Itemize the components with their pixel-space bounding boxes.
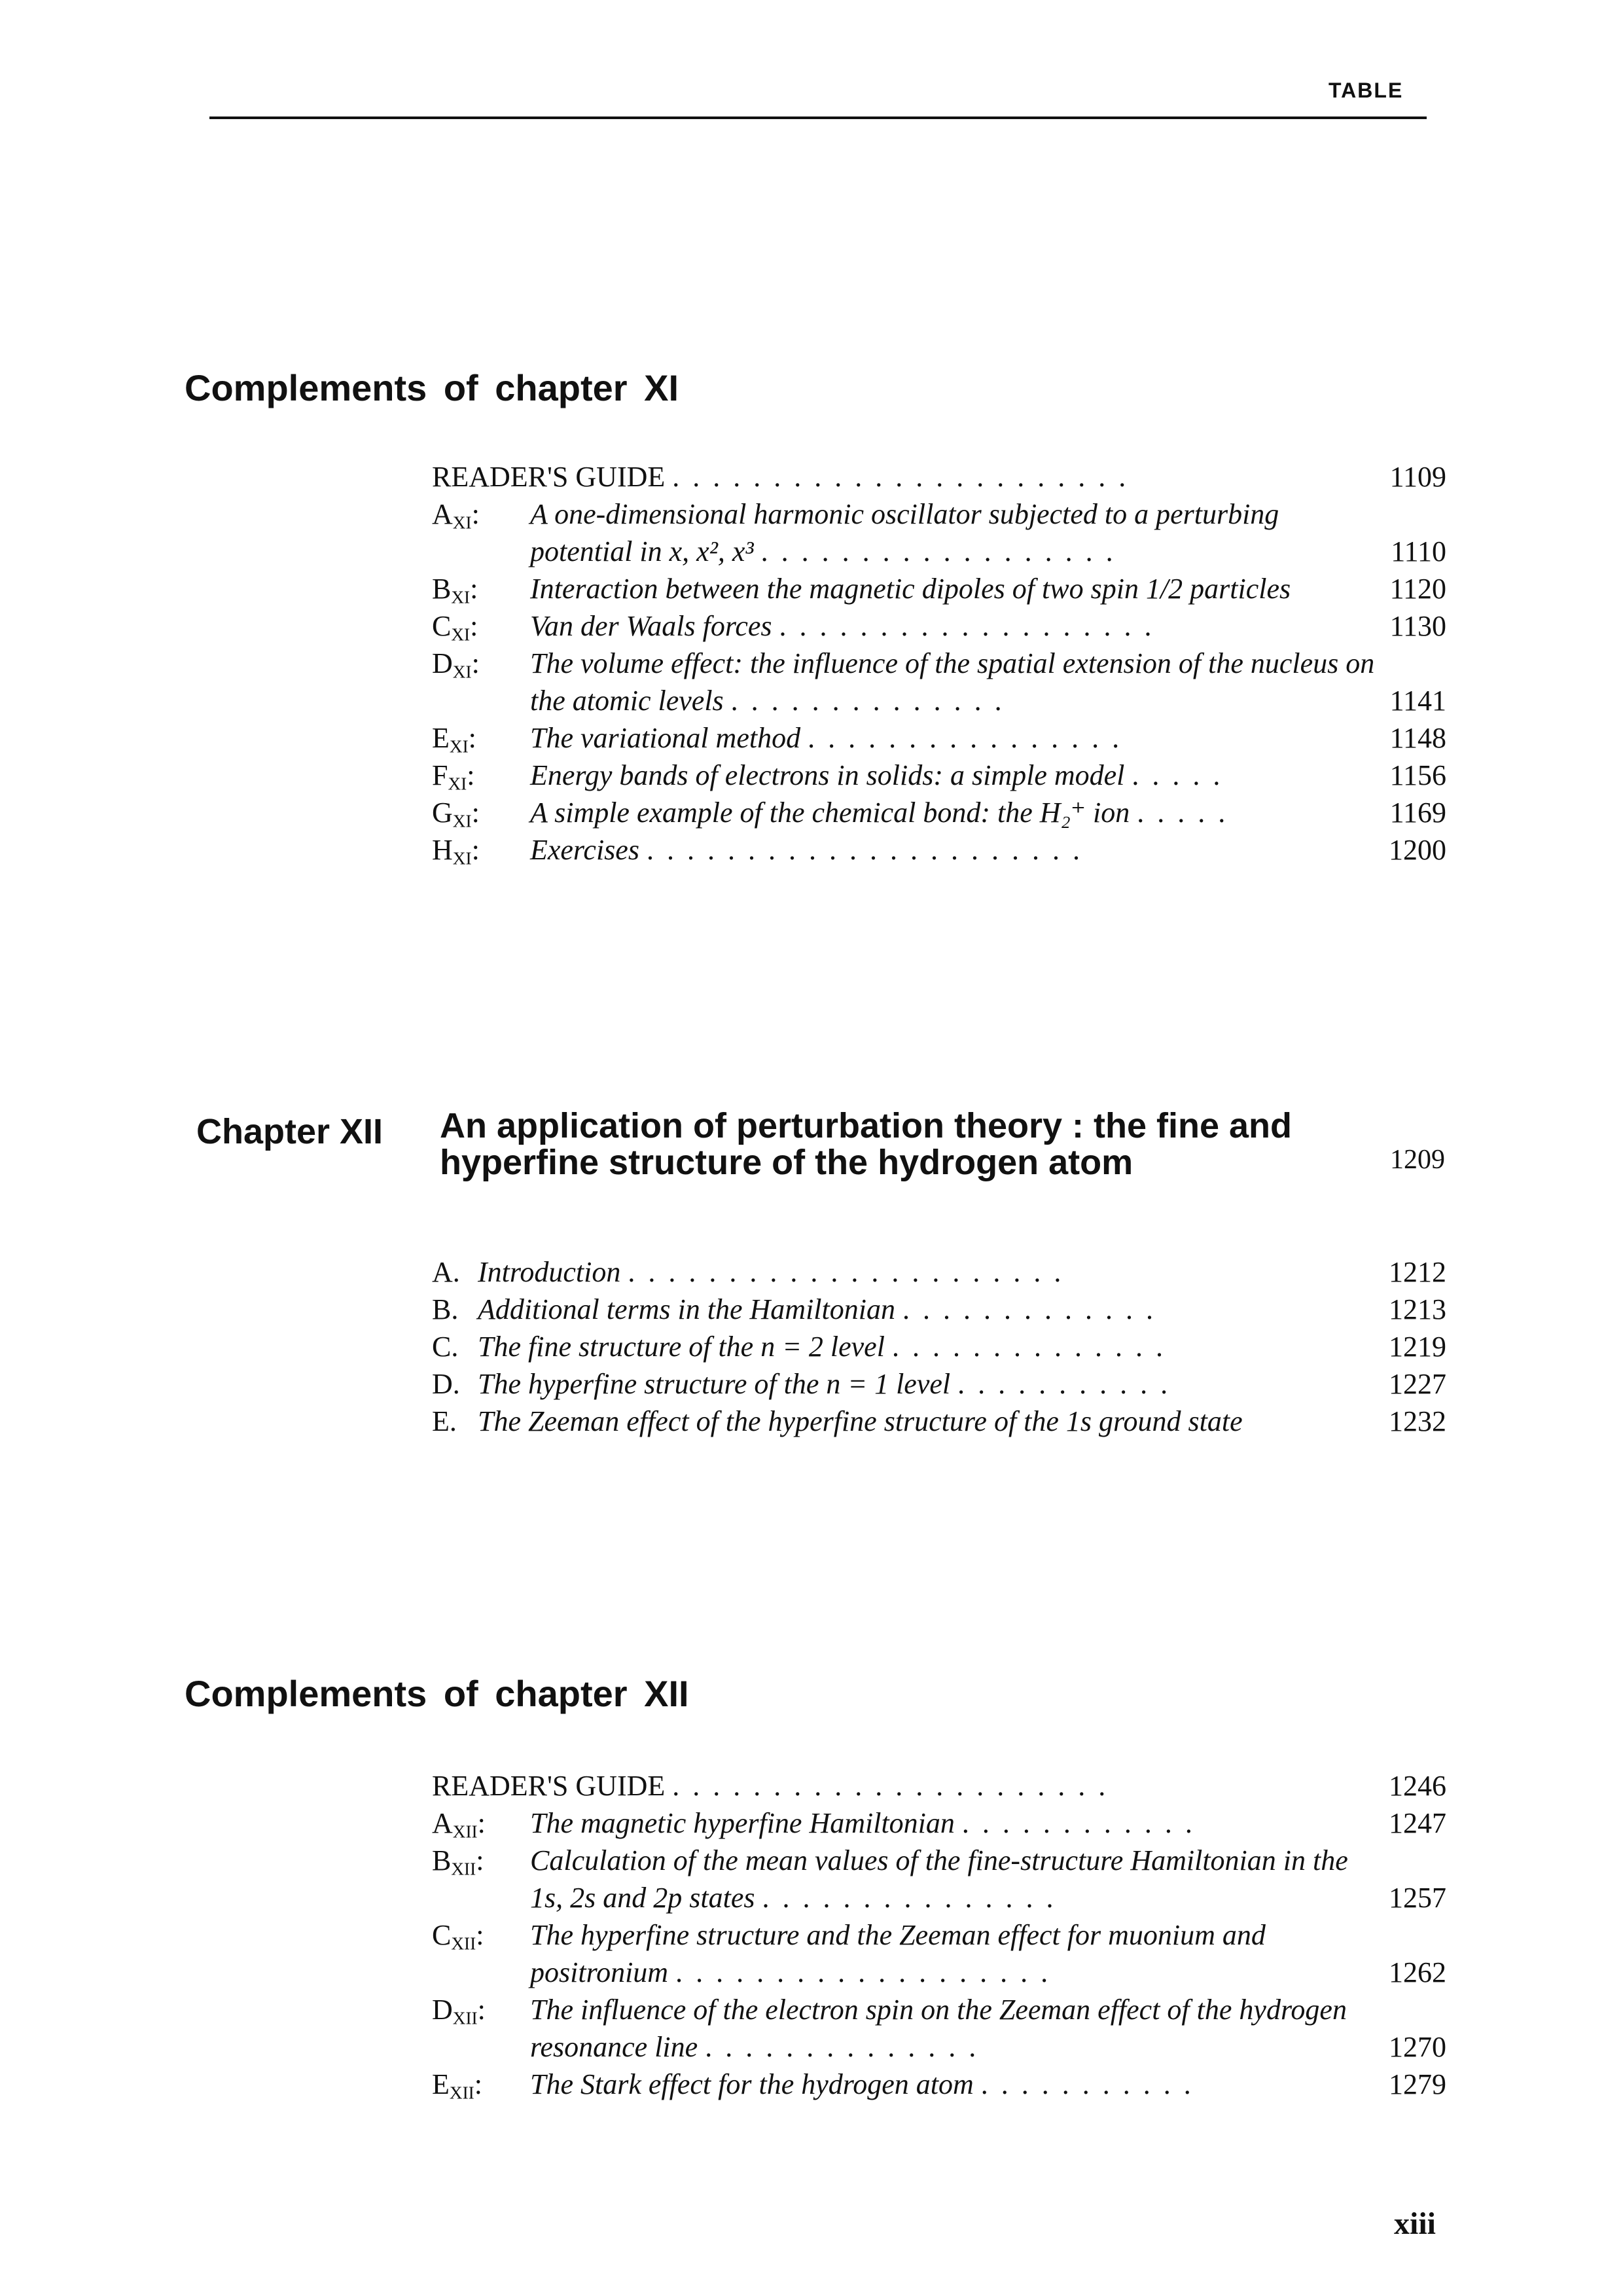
entry-label: A. [432, 1256, 460, 1288]
toc-entry[interactable]: $B_{XII}$: Calculation of the mean values of the fine-structure Hamiltonian in the 1s, 2s and 2p states ............... 1257 [432, 1842, 1446, 1916]
entry-title: The volume effect: the influence of the spatial extension of the nucleus on the atomic levels [530, 647, 1375, 717]
entry-label: $C_{XI}$: [432, 610, 478, 645]
entry-label: $C_{XII}$: [432, 1919, 484, 1954]
header-rule [209, 117, 1427, 119]
entry-title: Additional terms in the Hamiltonian [478, 1293, 895, 1325]
toc-entry[interactable]: $D_{XII}$: The influence of the electron spin on the Zeeman effect of the hydrogen resonance line .............. 1270 [432, 1991, 1446, 2066]
toc-entry[interactable]: $D_{XI}$: The volume effect: the influence of the spatial extension of the nucleus on the atomic levels .............. 1141 [432, 645, 1446, 719]
entry-page: 1110 [1391, 535, 1446, 567]
complements-xii-heading: Complements of chapter XII [185, 1673, 689, 1714]
chapter-title[interactable]: An application of perturbation theory : the fine and hyperfine structure of the hydrogen atom [440, 1106, 1293, 1182]
entry-title: The magnetic hyperfine Hamiltonian [530, 1807, 955, 1839]
entry-label: $A_{XI}$: [432, 498, 480, 533]
entry-label: $A_{XII}$: [432, 1807, 486, 1842]
entry-label: $E_{XI}$: [432, 722, 476, 757]
entry-label: $B_{XII}$: [432, 1844, 484, 1879]
complements-xi-heading: Complements of chapter XI [185, 367, 679, 408]
toc-entry[interactable]: $E_{XII}$: The Stark effect for the hydrogen atom ........... 1279 [432, 2066, 1446, 2103]
entry-page: 1130 [1389, 610, 1446, 642]
entry-label: D. [432, 1368, 460, 1400]
entry-page: 1169 [1389, 797, 1446, 829]
entry-label: $H_{XI}$: [432, 834, 480, 869]
entry-page: 1247 [1389, 1807, 1446, 1839]
toc-entry[interactable] [432, 570, 1446, 607]
toc-entry[interactable]: B. Additional terms in the Hamiltonian ............. 1213 [432, 1291, 1446, 1328]
toc-entry[interactable]: $E_{XI}$: The variational method ................ 1148 [432, 719, 1446, 757]
entry-page: 1246 [1389, 1770, 1446, 1802]
entry-page: 1109 [1389, 461, 1446, 493]
toc-entry[interactable]: $C_{XII}$: The hyperfine structure and the Zeeman effect for muonium and positronium ................... 1262 [432, 1916, 1446, 1991]
entry-title: A simple example of the chemical bond: the H₂⁺ ion [530, 797, 1130, 829]
chapter-page: 1209 [1390, 1145, 1445, 1175]
entry-label: E. [432, 1405, 457, 1437]
complements-xi-list [432, 458, 1446, 869]
entry-title: The hyperfine structure of the n = 1 level [478, 1368, 951, 1400]
entry-page: 1120 [1389, 573, 1446, 605]
entry-title: The variational method [530, 722, 801, 754]
entry-label: C. [432, 1331, 459, 1363]
entry-title: The fine structure of the n = 2 level [478, 1331, 885, 1363]
entry-page: 1279 [1389, 2068, 1446, 2100]
entry-label: B. [432, 1293, 459, 1325]
entry-page: 1270 [1389, 2031, 1446, 2063]
chapter-xii-sections [432, 1253, 1446, 1440]
entry-label: $E_{XII}$: [432, 2068, 482, 2103]
entry-title: Calculation of the mean values of the fine-structure Hamiltonian in the 1s, 2s and 2p states [530, 1844, 1348, 1914]
entry-page: 1148 [1389, 722, 1446, 754]
entry-title: The Stark effect for the hydrogen atom [530, 2068, 974, 2100]
toc-entry[interactable]: $A_{XI}$: A one-dimensional harmonic oscillator subjected to a perturbing potential in x, x², x³ .................. 1110 [432, 495, 1446, 570]
entry-title: The influence of the electron spin on the Zeeman effect of the hydrogen resonance line [530, 1994, 1347, 2063]
entry-page: 1262 [1389, 1956, 1446, 1988]
entry-page: 1232 [1389, 1405, 1446, 1437]
entry-page: 1141 [1389, 685, 1446, 717]
entry-label: $D_{XI}$: [432, 647, 480, 682]
entry-title: Introduction [478, 1256, 621, 1288]
entry-title: Van der Waals forces [530, 610, 772, 642]
entry-label: $D_{XII}$: [432, 1994, 486, 2028]
entry-title: The Zeeman effect of the hyperfine structure of the 1s ground state [478, 1405, 1243, 1437]
toc-entry[interactable] [432, 1403, 1446, 1440]
entry-label: $G_{XI}$: [432, 797, 480, 831]
toc-entry[interactable]: $H_{XI}$: Exercises ...................... 1200 [432, 831, 1446, 869]
entry-page: 1257 [1389, 1882, 1446, 1914]
toc-entry[interactable]: $G_{XI}$: A simple example of the chemical bond: the H₂⁺ ion ..... 1169 [432, 794, 1446, 831]
entry-page: 1219 [1389, 1331, 1446, 1363]
page-number: xiii [1394, 2206, 1436, 2241]
toc-entry[interactable]: $F_{XI}$: Energy bands of electrons in solids: a simple model ..... 1156 [432, 757, 1446, 794]
chapter-label: Chapter XII [196, 1112, 383, 1151]
running-head: TABLE [1329, 79, 1404, 102]
entry-title: Interaction between the magnetic dipoles of two spin 1/2 particles [530, 573, 1291, 605]
toc-entry[interactable]: $A_{XII}$: The magnetic hyperfine Hamiltonian ............ 1247 [432, 1804, 1446, 1842]
toc-entry[interactable]: READER'S GUIDE ....................... 1109 [432, 458, 1446, 495]
entry-page: 1156 [1389, 759, 1446, 791]
entry-label: $B_{XI}$: [432, 573, 478, 607]
entry-page: 1227 [1389, 1368, 1446, 1400]
entry-page: 1212 [1389, 1256, 1446, 1288]
toc-entry[interactable]: READER'S GUIDE ...................... 1246 [432, 1767, 1446, 1804]
entry-title: READER'S GUIDE [432, 1770, 666, 1802]
toc-entry[interactable]: D. The hyperfine structure of the n = 1 level ........... 1227 [432, 1365, 1446, 1403]
entry-title: The hyperfine structure and the Zeeman effect for muonium and positronium [530, 1919, 1266, 1988]
entry-label: $F_{XI}$: [432, 759, 475, 794]
entry-title: A one-dimensional harmonic oscillator subjected to a perturbing potential in x, x², x³ [530, 498, 1279, 567]
entry-title: Energy bands of electrons in solids: a simple model [530, 759, 1125, 791]
entry-title: READER'S GUIDE [432, 461, 666, 493]
complements-xii-list [432, 1767, 1446, 2103]
toc-entry[interactable]: C. The fine structure of the n = 2 level .............. 1219 [432, 1328, 1446, 1365]
toc-entry[interactable]: $C_{XI}$: Van der Waals forces ................... 1130 [432, 607, 1446, 645]
entry-page: 1213 [1389, 1293, 1446, 1325]
toc-entry[interactable]: A. Introduction ...................... 1212 [432, 1253, 1446, 1291]
entry-title: Exercises [530, 834, 639, 866]
entry-page: 1200 [1389, 834, 1446, 866]
